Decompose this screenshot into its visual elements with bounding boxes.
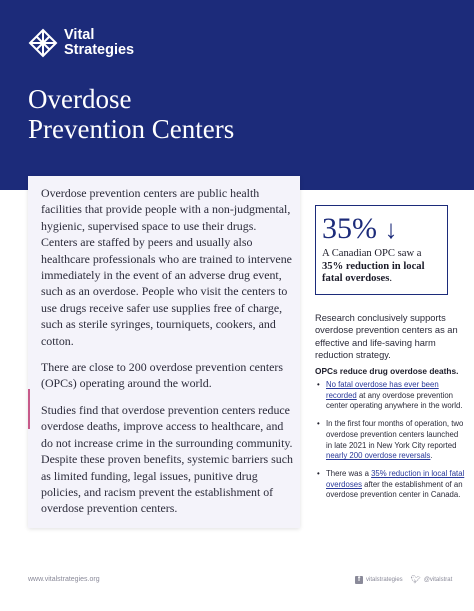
list-item-text: after the establishment of an overdose prevention center in Canada. (326, 479, 463, 500)
count-paragraph: There are close to 200 overdose prevention centers (OPCs) operating around the world. (41, 360, 284, 391)
twitter-handle[interactable]: @vitalstrat (423, 576, 453, 583)
list-item (315, 380, 465, 412)
intro-paragraph: Overdose prevention centers are public health facilities that provide people with a non-judgmental, hygienic, supervised space to use their drugs. Centers are staffed by peers and usually also healthcare professionals who are trained to intervene immediately in the event of an adverse drug event, such as an overdose. People who visit the centers to use drugs receive safer use supplies free of charge, such as sterile syringes, tourniquets, cookers, and cotton. (41, 186, 292, 348)
studies-paragraph: Studies find that overdose prevention centers reduce overdose deaths, improve access to healthcare, and do not increase crime in the surrounding community. Despite these proven benefits, systemic barriers such as limited funding, legal issues, punitive drug policies, and racism prevent the establishment of overdose prevention centers. (41, 402, 293, 516)
stat-callout (315, 205, 448, 295)
list-item-text: There was a (326, 468, 372, 478)
footer-website-link[interactable]: www.vitalstrategies.org (28, 576, 100, 583)
list-item (315, 419, 465, 462)
opc-heading: OPCs reduce drug overdose deaths. (315, 366, 459, 376)
brand-name-line2: Strategies (64, 42, 135, 58)
brand-name (64, 28, 134, 58)
brand-name-line1: Vital (64, 27, 95, 43)
page-title-line2: Prevention Centers (28, 114, 235, 144)
vital-strategies-logo-icon (28, 28, 58, 58)
header-banner (0, 0, 474, 190)
twitter-icon[interactable]: 🐦︎ (410, 575, 421, 584)
list-item (315, 469, 465, 501)
brand-logo[interactable] (28, 28, 134, 58)
evidence-list (315, 380, 465, 508)
stat-text-pre: A Canadian OPC saw a (322, 248, 422, 259)
list-item-text: . (430, 451, 433, 461)
down-arrow-icon: ↓ (384, 215, 398, 244)
stat-value: 35% (322, 212, 377, 245)
overdose-reversals-link[interactable]: nearly 200 overdose reversals (326, 451, 431, 461)
page-title-line1: Overdose (28, 84, 132, 114)
stat-text-post: . (389, 273, 393, 284)
main-content-card (28, 176, 300, 528)
list-item-text: In the first four months of operation, two overdose prevention centers launched in late 2021 in New York City reported (326, 419, 464, 450)
no-fatal-overdose-link[interactable]: No fatal overdose has ever been recorded (326, 380, 439, 400)
footer-social (355, 575, 452, 584)
stat-number (322, 214, 398, 245)
reduction-overdoses-link[interactable]: 35% reduction in local fatal overdoses (326, 468, 465, 489)
stat-description (322, 248, 442, 286)
highlight-marker (28, 389, 30, 429)
facebook-handle[interactable]: vitalstrategies (366, 576, 403, 583)
facebook-icon[interactable]: f (355, 576, 363, 584)
stat-text-bold: 35% reduction in local fatal overdoses (322, 260, 425, 284)
list-item-text: at any overdose prevention center operating anywhere in the world. (326, 390, 463, 411)
research-summary: Research conclusively supports overdose prevention centers as an effective and life-saving harm reduction strategy. (315, 313, 458, 360)
main-text (41, 185, 293, 527)
page-title (28, 84, 328, 144)
